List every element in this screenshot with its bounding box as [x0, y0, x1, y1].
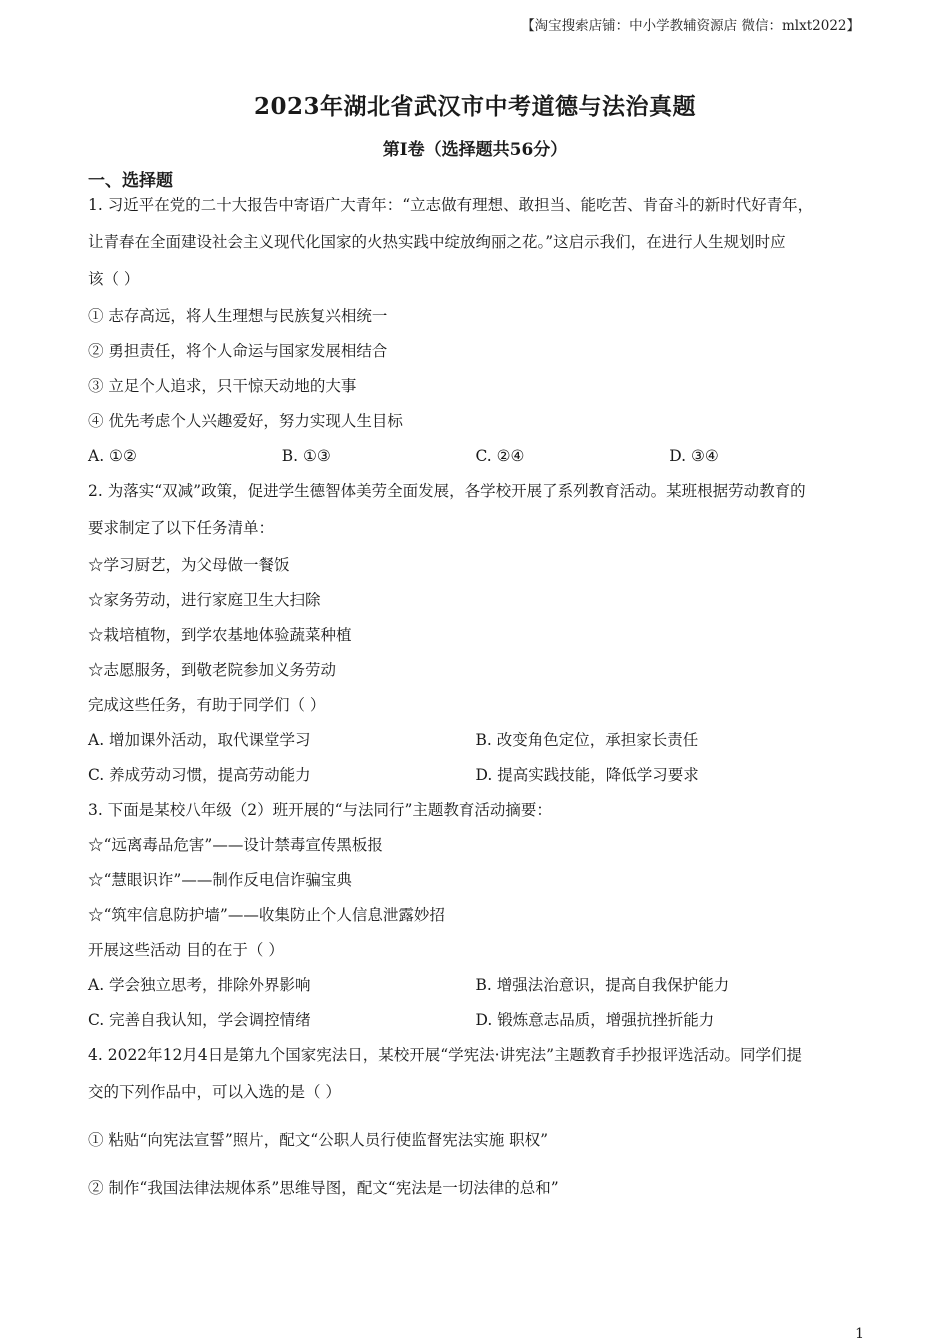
question-3 — [88, 795, 863, 1040]
question-3-option-b[interactable]: B. 增强法治意识，提高自我保护能力 — [475, 976, 730, 994]
question-3-item: ☆“慧眼识诈”——制作反电信诈骗宝典 — [88, 871, 352, 889]
question-1-item: ① 志存高远，将人生理想与民族复兴相统一 — [88, 307, 388, 325]
question-2-option-b[interactable]: B. 改变角色定位，承担家长责任 — [475, 731, 699, 749]
section-heading: 一、选择题 — [88, 171, 173, 191]
question-3-question: 开展这些活动 目的在于（ ） — [88, 941, 284, 959]
question-3-item: ☆“筑牢信息防护墙”——收集防止个人信息泄露妙招 — [88, 906, 445, 924]
question-3-option-d[interactable]: D. 锻炼意志品质，增强抗挫折能力 — [475, 1011, 715, 1029]
question-3-option-c[interactable]: C. 完善自我认知，学会调控情绪 — [88, 1011, 311, 1029]
question-2-options-row-1 — [88, 725, 863, 760]
question-2-option-c[interactable]: C. 养成劳动习惯，提高劳动能力 — [88, 766, 311, 784]
question-2-option-a[interactable]: A. 增加课外活动，取代课堂学习 — [88, 731, 311, 749]
question-1-option-b[interactable]: B. ①③ — [281, 447, 331, 465]
question-1-option-c[interactable]: C. ②④ — [475, 447, 525, 465]
question-2-options-row-2 — [88, 760, 863, 795]
question-3-item: ☆“远离毒品危害”——设计禁毒宣传黑板报 — [88, 836, 383, 854]
question-4-item: ① 粘贴“向宪法宣誓”照片，配文“公职人员行使监督宪法实施 职权” — [88, 1131, 549, 1149]
question-1-item: ③ 立足个人追求，只干惊天动地的大事 — [88, 377, 357, 395]
question-3-options-row-1 — [88, 970, 863, 1005]
question-2-stem-line-1: 2. 为落实“双减”政策，促进学生德智体美劳全面发展，各学校开展了系列教育活动。某班根据劳动教育的 — [88, 482, 806, 500]
question-4-stem-line-2: 交的下列作品中，可以入选的是（ ） — [88, 1083, 341, 1101]
question-2-item: ☆栽培植物，到学农基地体验蔬菜种植 — [88, 626, 352, 644]
question-2 — [88, 476, 863, 795]
question-3-options-row-2 — [88, 1005, 863, 1040]
question-4-stem-line-1: 4. 2022年12月4日是第九个国家宪法日，某校开展“学宪法·讲宪法”主题教育手抄报评选活动。同学们提 — [88, 1046, 803, 1064]
question-2-question: 完成这些任务，有助于同学们（ ） — [88, 696, 326, 714]
question-2-stem-line-2: 要求制定了以下任务清单： — [88, 519, 275, 537]
question-1-item: ④ 优先考虑个人兴趣爱好，努力实现人生目标 — [88, 412, 403, 430]
question-1-item: ② 勇担责任，将个人命运与国家发展相结合 — [88, 342, 388, 360]
question-1-stem-line-3: 该（ ） — [88, 270, 140, 288]
question-4 — [88, 1040, 863, 1208]
question-3-stem: 3. 下面是某校八年级（2）班开展的“与法同行”主题教育活动摘要： — [88, 801, 552, 819]
questions-content — [88, 190, 863, 1208]
page-title: 2023年湖北省武汉市中考道德与法治真题 — [253, 93, 696, 120]
question-1 — [88, 190, 863, 476]
question-1-options — [88, 441, 863, 476]
question-1-option-d[interactable]: D. ③④ — [669, 447, 719, 465]
question-4-item: ② 制作“我国法律法规体系”思维导图，配文“宪法是一切法律的总和” — [88, 1179, 559, 1197]
question-2-item: ☆家务劳动，进行家庭卫生大扫除 — [88, 591, 321, 609]
question-2-item: ☆志愿服务，到敬老院参加义务劳动 — [88, 661, 337, 679]
question-1-stem-line-1: 1. 习近平在党的二十大报告中寄语广大青年：“立志做有理想、敢担当、能吃苦、肯奋斗的新时代好青年， — [88, 196, 814, 214]
page-number: 1 — [855, 1326, 864, 1342]
page-subtitle: 第I卷（选择题共56分） — [382, 140, 568, 160]
question-2-item: ☆学习厨艺，为父母做一餐饭 — [88, 556, 290, 574]
header-note: 【淘宝搜索店铺：中小学教辅资源店 微信：mlxt2022】 — [521, 18, 860, 34]
question-1-option-a[interactable]: A. ①② — [88, 447, 137, 465]
question-2-option-d[interactable]: D. 提高实践技能，降低学习要求 — [475, 766, 699, 784]
question-3-option-a[interactable]: A. 学会独立思考，排除外界影响 — [88, 976, 311, 994]
question-1-stem-line-2: 让青春在全面建设社会主义现代化国家的火热实践中绽放绚丽之花。”这启示我们，在进行人生规划时应 — [88, 233, 786, 251]
